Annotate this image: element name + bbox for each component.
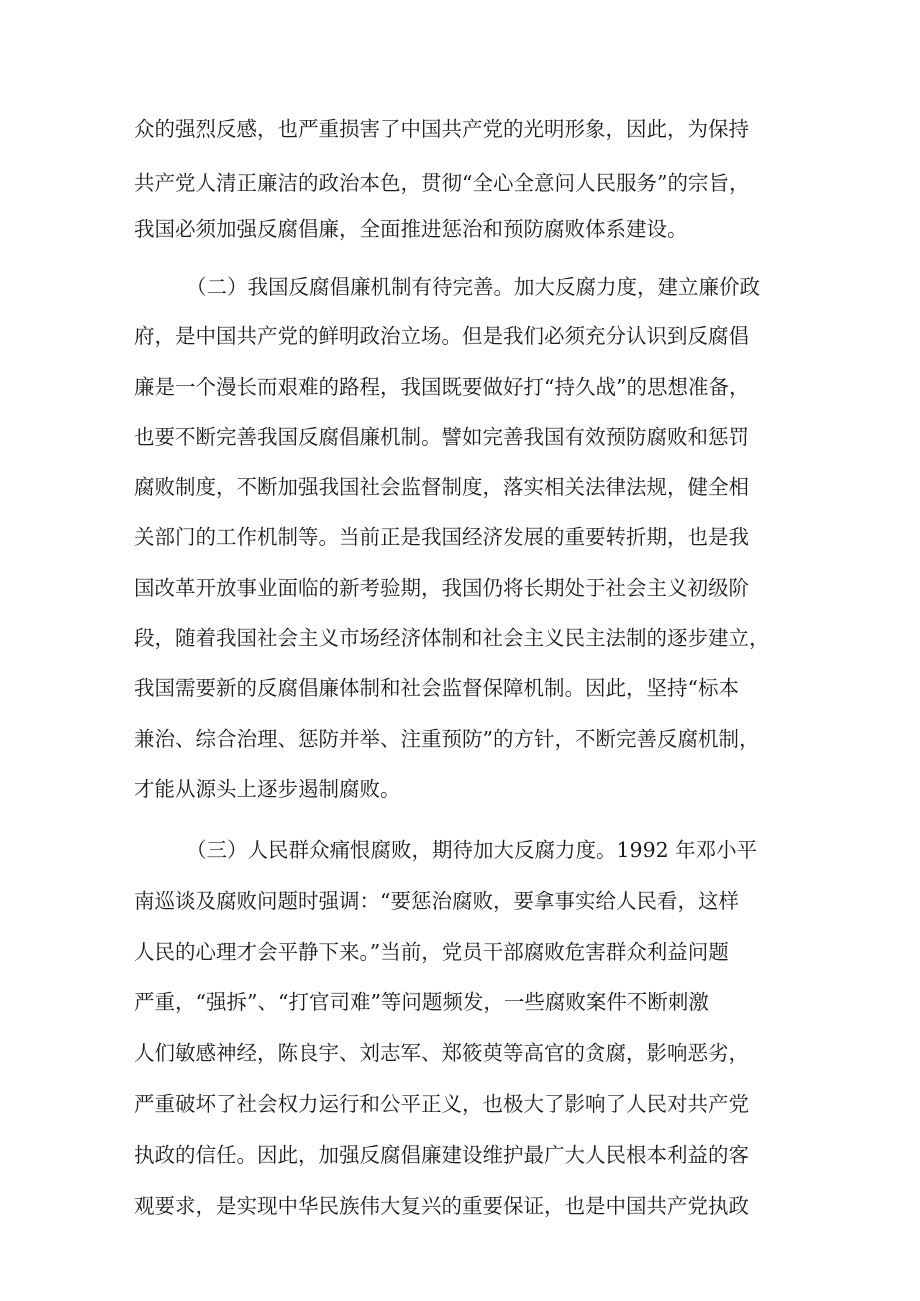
paragraph-2-line-11: 才能从源头上逐步遏制腐败。 (134, 777, 401, 801)
paragraph-2-line-6: 关部门的工作机制等。当前正是我国经济发展的重要转折期，也是我 (134, 525, 749, 549)
paragraph-3-line-5: 人们敏感神经，陈良宇、刘志军、郑筱萸等高官的贪腐，影响恶劣， (134, 1041, 749, 1065)
paragraph-1-line-1: 众的强烈反感，也严重损害了中国共产党的光明形象，因此，为保持 (134, 117, 749, 141)
paragraph-3-line-6: 严重破坏了社会权力运行和公平正义，也极大了影响了人民对共产党 (134, 1092, 749, 1116)
paragraph-2-line-10: 兼治、综合治理、惩防并举、注重预防”的方针，不断完善反腐机制， (134, 727, 760, 751)
paragraph-3-line-7: 执政的信任。因此，加强反腐倡廉建设维护最广大人民根本利益的客 (134, 1143, 749, 1167)
paragraph-3-line-1: （三）人民群众痛恨腐败，期待加大反腐力度。1992 年邓小平 (186, 838, 758, 862)
paragraph-2-line-8: 段，随着我国社会主义市场经济体制和社会主义民主法制的逐步建立， (134, 626, 770, 650)
paragraph-2-line-2: 府，是中国共产党的鲜明政治立场。但是我们必须充分认识到反腐倡 (134, 324, 749, 348)
paragraph-2-line-5: 腐败制度，不断加强我国社会监督制度，落实相关法律法规，健全相 (134, 475, 749, 499)
paragraph-2-line-9: 我国需要新的反腐倡廉体制和社会监督保障机制。因此，坚持“标本 (134, 676, 739, 700)
paragraph-2-line-7: 国改革开放事业面临的新考验期，我国仍将长期处于社会主义初级阶 (134, 576, 749, 600)
paragraph-3-line-3: 人民的心理才会平静下来。”当前，党员干部腐败危害群众利益问题 (134, 940, 729, 964)
paragraph-2-line-4: 也要不断完善我国反腐倡廉机制。譬如完善我国有效预防腐败和惩罚 (134, 425, 749, 449)
paragraph-2-line-3: 廉是一个漫长而艰难的路程，我国既要做好打“持久战”的思想准备， (134, 375, 750, 399)
paragraph-3-line-4: 严重，“强拆”、“打官司难”等问题频发，一些腐败案件不断刺激 (134, 990, 709, 1014)
paragraph-2-line-1: （二）我国反腐倡廉机制有待完善。加大反腐力度，建立廉价政 (186, 275, 760, 299)
paragraph-1-line-2: 共产党人清正廉洁的政治本色，贯彻“全心全意问人民服务”的宗旨， (134, 171, 750, 195)
paragraph-3-line-8: 观要求，是实现中华民族伟大复兴的重要保证，也是中国共产党执政 (134, 1194, 749, 1218)
paragraph-3-line-2: 南巡谈及腐败问题时强调：“要惩治腐败，要拿事实给人民看，这样 (134, 889, 739, 913)
paragraph-1-line-3: 我国必须加强反腐倡廉，全面推进惩治和预防腐败体系建设。 (134, 217, 688, 241)
